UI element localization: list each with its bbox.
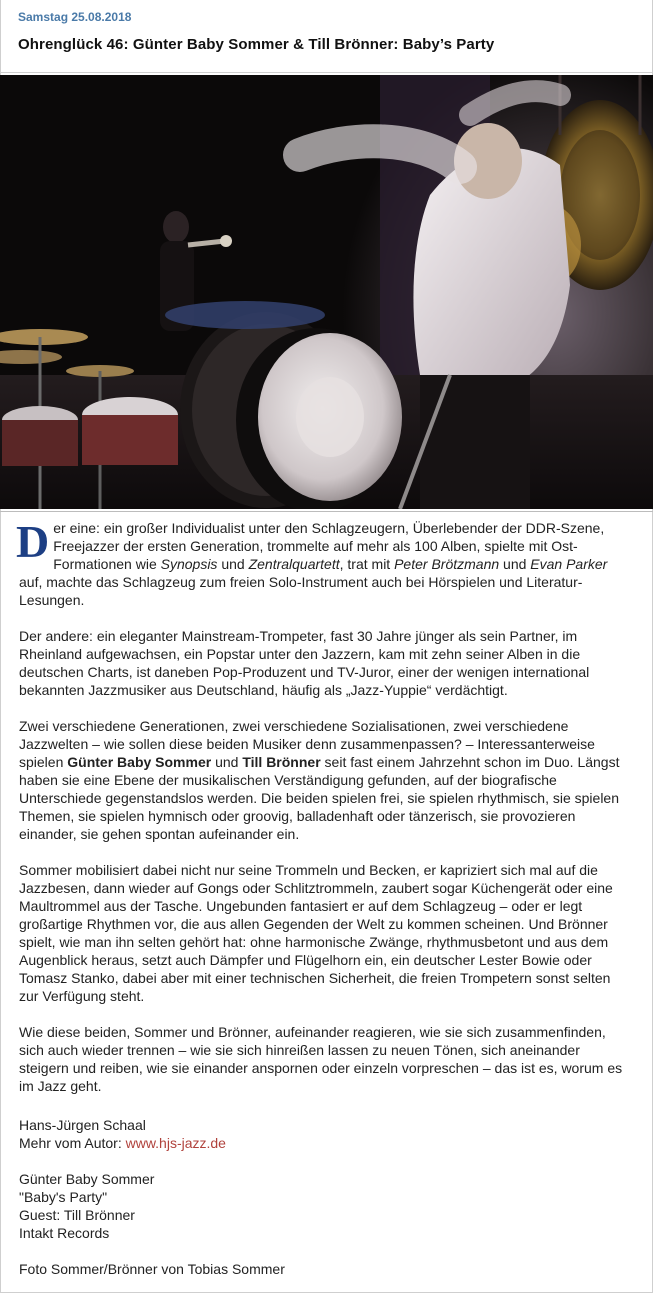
bold-name: Günter Baby Sommer [67, 754, 212, 770]
album-label: Intakt Records [19, 1225, 110, 1241]
concert-photo [0, 75, 653, 509]
album-block [19, 1170, 631, 1242]
text: , trat mit [339, 556, 395, 572]
paragraph-2: Der andere: ein eleganter Mainstream-Trompeter, fast 30 Jahre jünger als sein Partner, im Rheinland aufgewachsen, ein Popstar unter den Jazzern, kam mit zehn seiner Alben in die deutschen Charts, ist daneben Pop-Produzent und TV-Juror, einer der wenigen international bekannten Jazzmusiker aus Deutschland, häufig als „Jazz-Yuppie“ verdächtigt. [19, 628, 590, 698]
text: Zwei verschiedene Generationen, zwei verschiedene Sozialisationen, zwei verschiedene Jazzwelten – wie sollen diese beiden Musiker denn zusammenpassen? – Interessanterweise spielen [19, 718, 595, 770]
emphasis: Peter Brötzmann [394, 556, 500, 572]
author-block [19, 1116, 631, 1152]
album-artist: Günter Baby Sommer [19, 1171, 155, 1187]
author-more [19, 1134, 631, 1152]
text: und [499, 556, 531, 572]
bold-name: Till Brönner [242, 754, 321, 770]
text: und [217, 556, 249, 572]
post-title: Ohrenglück 46: Günter Baby Sommer & Till Brönner: Baby’s Party [18, 36, 495, 53]
paragraph-4: Sommer mobilisiert dabei nicht nur seine Trommeln und Becken, er kapriziert sich mal auf die Jazzbesen, dann wieder auf Gongs oder Schlitztrommeln, zaubert sogar Küchengerät oder eine Maultrommel aus der Tasche. Ungebunden fantasiert er auf dem Schlagzeug – oder er legt großartige Rhythmen vor, die aus allen Gegenden der Welt zu kommen scheinen. Und Brönner spielt, wie man ihn selten gehört hat: ohne harmonische Zwänge, rhythmusbetont und aus dem Augenblick heraus, setzt auch Dämpfer und Flügelhorn ein, ein deutscher Lester Bowie oder Tomasz Stanko, dabei aber mit einer technischen Sicherheit, die freien Trompetern sonst selten zur Verfügung steht. [19, 862, 613, 1004]
post-date: Samstag 25.08.2018 [18, 10, 132, 24]
photo-divider [0, 511, 653, 512]
emphasis: Evan Parker [530, 556, 608, 572]
author-website-link[interactable]: www.hjs-jazz.de [125, 1135, 226, 1151]
text: er eine: ein großer Individualist unter den Schlagzeugern, Überlebender der DDR-Szene, Freejazzer der ersten Generation, trommelte auf mehr als 100 Alben, spielte mit Ost-Formationen wie [53, 520, 605, 572]
drop-cap: D [16, 516, 50, 567]
author-more-label: Mehr vom Autor: [19, 1135, 126, 1151]
paragraph-5: Wie diese beiden, Sommer und Brönner, aufeinander reagieren, wie sie sich zusammenfinden, sich auch wieder trennen – wie sie sich hinreißen lassen zu neuen Tönen, sich aneinander steigern und reiben, wie sie einander anspornen oder einzeln vorpreschen – das ist es, worum es im Jazz geht. [19, 1024, 623, 1094]
text: seit fast einem Jahrzehnt schon im Duo. Längst haben sie eine Ebene der musikalischen Verständigung gefunden, auf der biografische Unterschiede gegenstandslos werden. Die beiden spielen frei, sie spielen rhythmisch, sie spielen Themen, sie spielen hymnisch oder groovig, balladenhaft oder tänzerisch, sie provozieren einander, sie gehen spontan aufeinander ein. [19, 754, 620, 842]
photo-credit: Foto Sommer/Brönner von Tobias Sommer [19, 1261, 285, 1277]
paragraph-3 [19, 717, 631, 843]
emphasis: Synopsis [160, 556, 218, 572]
author-name: Hans-Jürgen Schaal [19, 1117, 146, 1133]
text: und [211, 754, 243, 770]
concert-photo-icon [0, 75, 653, 509]
text: auf, machte das Schlagzeug zum freien Solo-Instrument auch bei Hörspielen und Literatur-Lesungen. [19, 574, 583, 608]
album-guest: Guest: Till Brönner [19, 1207, 135, 1223]
album-title: "Baby's Party" [19, 1189, 108, 1205]
title-divider [0, 72, 653, 73]
paragraph-1 [16, 516, 631, 609]
article-body [16, 516, 631, 1113]
emphasis: Zentralquartett [248, 556, 340, 572]
